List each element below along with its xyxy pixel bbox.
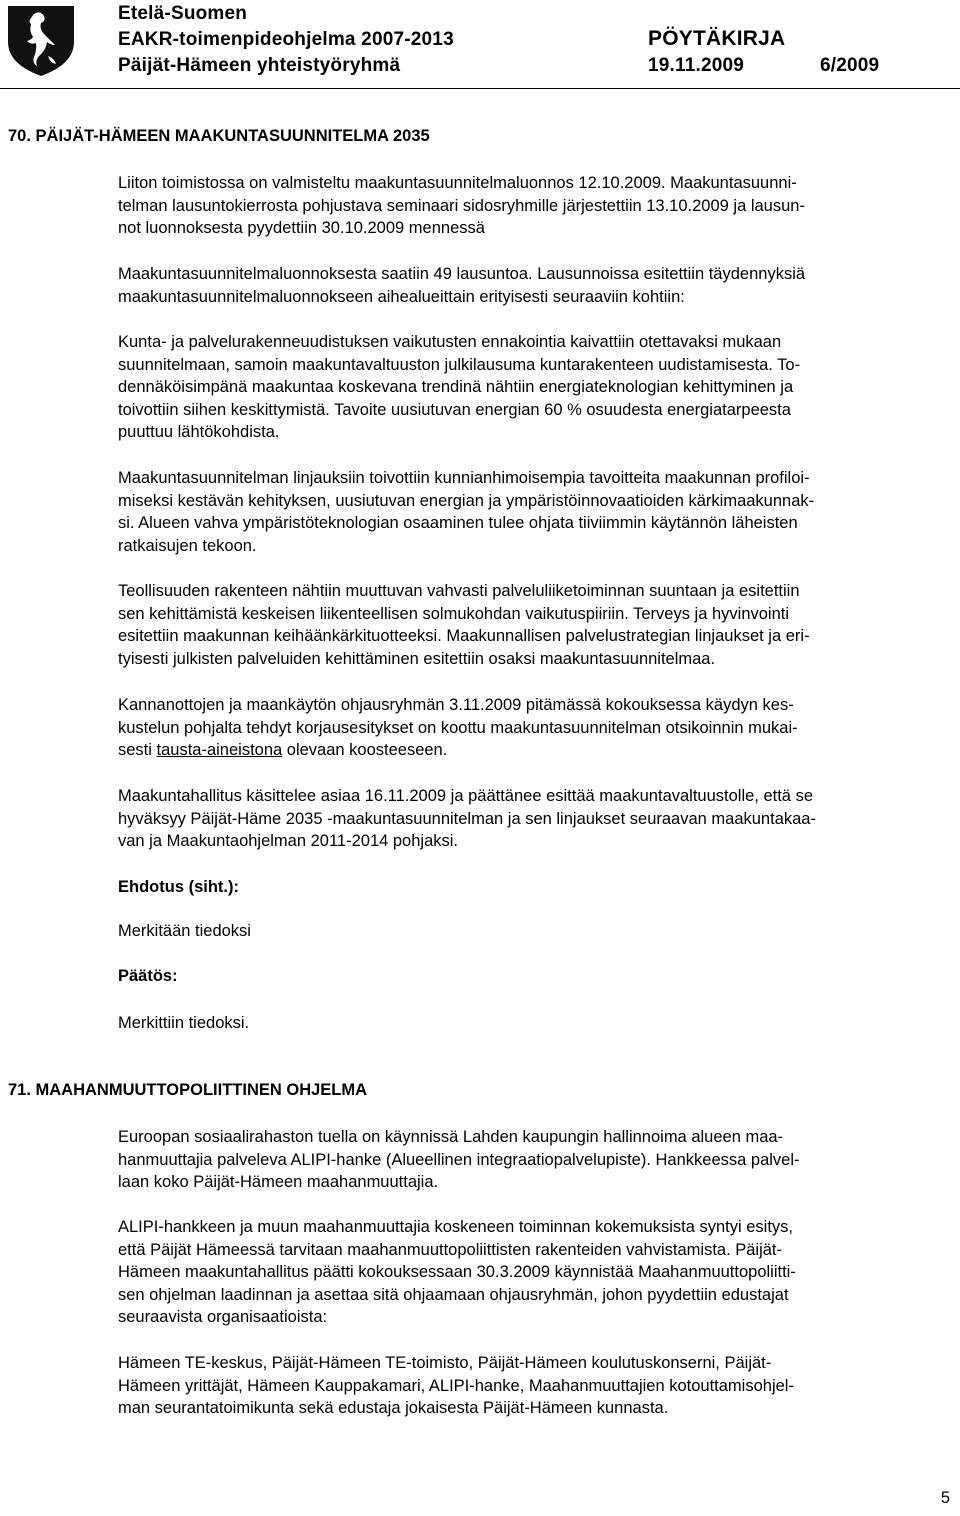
paragraph-line: van ja Maakuntaohjelman 2011-2014 pohjaksi. xyxy=(118,832,459,850)
paragraph-line: Kunta- ja palvelurakenneuudistuksen vaikutusten ennakointia kaivattiin otettavaksi mukaan xyxy=(118,333,782,351)
paragraph-line: ratkaisujen tekoon. xyxy=(118,536,257,555)
paragraph-line: Hämeen maakuntahallitus päätti kokouksessaan 30.3.2009 käynnistää Maahanmuuttopoliitti- xyxy=(118,1263,796,1281)
document-header xyxy=(0,0,960,86)
header-org-line1: Etelä-Suomen xyxy=(118,3,248,24)
section-70-paragraph-4 xyxy=(118,467,948,557)
mermaid-coat-of-arms-icon xyxy=(4,2,78,78)
header-org-line2: EAKR-toimenpideohjelma 2007-2013 xyxy=(118,29,454,50)
section-71-paragraph-2 xyxy=(118,1216,948,1329)
section-70-paragraph-7 xyxy=(118,785,948,853)
section-71-paragraph-1 xyxy=(118,1126,948,1194)
header-date: 19.11.2009 xyxy=(648,55,745,76)
header-issue: 6/2009 xyxy=(820,55,880,76)
paragraph-line: telman lausuntokierrosta pohjustava seminaari sidosryhmille järjestettiin 13.10.2009 ja lausun- xyxy=(118,196,805,215)
paragraph-line: Maakuntasuunnitelman linjauksiin toivottiin kunnianhimoisempia tavoitteita maakunnan profiloi- xyxy=(118,469,810,487)
section-70-paragraph-3 xyxy=(118,331,948,444)
paragraph-line: miseksi kestävän kehityksen, uusiutuvan energian ja ympäristöinnovaatioiden kärkimaakunnak- xyxy=(118,491,815,510)
paragraph-line: si. Alueen vahva ympäristöteknologian osaaminen tulee ohjata tiiviimmin käytännön läheisten xyxy=(118,514,798,532)
paragraph-line: seuraavista organisaatioista: xyxy=(118,1308,328,1326)
paragraph-line: tyisesti julkisten palveluiden kehittäminen esitettiin osaksi maakuntasuunnitelmaa. xyxy=(118,649,716,668)
decision-label: Päätös: xyxy=(118,967,178,985)
paragraph-text: olevaan koosteeseen. xyxy=(282,741,448,759)
paragraph-line: sen kehittämistä keskeisen liikenteellisen solmukohdan vaikutuspiiriin. Terveys ja hyvinvointi xyxy=(118,604,790,623)
paragraph-line: sen ohjelman laadinnan ja asettaa sitä ohjaamaan ohjausryhmän, johon pyydettiin edustajat xyxy=(118,1285,789,1304)
paragraph-line: Maakuntasuunnitelmaluonnoksesta saatiin 49 lausuntoa. Lausunnoissa esitettiin täydennyksiä xyxy=(118,265,806,283)
paragraph-line xyxy=(118,739,948,762)
header-divider xyxy=(0,88,960,89)
paragraph-line: laan koko Päijät-Hämeen maahanmuuttajia. xyxy=(118,1173,439,1191)
section-70-title: 70. PÄIJÄT-HÄMEEN MAAKUNTASUUNNITELMA 2035 xyxy=(8,127,430,145)
paragraph-line: suunnitelmaan, samoin maakuntavaltuuston julkilausuma kuntarakenteen uudistamisesta. To- xyxy=(118,355,801,374)
header-org-line3: Päijät-Hämeen yhteistyöryhmä xyxy=(118,55,401,76)
decision-text: Merkittiin tiedoksi. xyxy=(118,1014,250,1032)
paragraph-text: sesti xyxy=(118,741,157,759)
paragraph-line: että Päijät Hämeessä tarvitaan maahanmuuttopoliittisten rakenteiden vahvistamista. Päijät- xyxy=(118,1240,783,1259)
paragraph-line: hanmuuttajia palveleva ALIPI-hanke (Alueellinen integraatiopalvelupiste). Hankkeessa palvel- xyxy=(118,1150,800,1169)
section-70-paragraph-1 xyxy=(118,172,948,240)
page-number: 5 xyxy=(940,1489,950,1507)
paragraph-line: puuttuu lähtökohdista. xyxy=(118,423,280,441)
paragraph-line: dennäköisimpänä maakuntaa koskevana trendinä nähtiin energiateknologian kehittyminen ja xyxy=(118,378,794,396)
section-71-paragraph-3 xyxy=(118,1352,948,1420)
paragraph-line: hyväksyy Päijät-Häme 2035 -maakuntasuunnitelman ja sen linjaukset seuraavan maakuntakaa- xyxy=(118,809,816,828)
paragraph-line: esitettiin maakunnan keihäänkärkituotteeksi. Maakunnallisen palvelustrategian linjaukset ja eri- xyxy=(118,627,810,645)
paragraph-line: Teollisuuden rakenteen nähtiin muuttuvan vahvasti palveluliiketoiminnan suuntaan ja esitettiin xyxy=(118,582,800,600)
section-71-title: 71. MAAHANMUUTTOPOLIITTINEN OHJELMA xyxy=(8,1081,368,1099)
paragraph-line: Kannanottojen ja maankäytön ohjausryhmän 3.11.2009 pitämässä kokouksessa käydyn kes- xyxy=(118,696,794,714)
section-70-paragraph-6 xyxy=(118,694,948,762)
section-70-paragraph-5 xyxy=(118,580,948,670)
paragraph-line: not luonnoksesta pyydettiin 30.10.2009 mennessä xyxy=(118,219,485,237)
paragraph-line: ALIPI-hankkeen ja muun maahanmuuttajia koskeneen toiminnan kokemuksista syntyi esitys, xyxy=(118,1218,794,1236)
paragraph-line: maakuntasuunnitelmaluonnokseen aihealueittain erityisesti seuraaviin kohtiin: xyxy=(118,287,685,306)
paragraph-line: Liiton toimistossa on valmisteltu maakuntasuunnitelmaluonnos 12.10.2009. Maakuntasuunni- xyxy=(118,174,797,192)
paragraph-line: Maakuntahallitus käsittelee asiaa 16.11.2009 ja päättänee esittää maakuntavaltuustolle, että se xyxy=(118,787,813,805)
paragraph-line: Hämeen TE-keskus, Päijät-Hämeen TE-toimisto, Päijät-Hämeen koulutuskonserni, Päijät- xyxy=(118,1354,772,1372)
paragraph-line: Hämeen yrittäjät, Hämeen Kauppakamari, ALIPI-hanke, Maahanmuuttajien kotouttamisohjel- xyxy=(118,1376,794,1395)
header-doc-type: PÖYTÄKIRJA xyxy=(648,27,786,50)
section-70-paragraph-2 xyxy=(118,263,948,308)
paragraph-line: man seurantatoimikunta sekä edustaja jokaisesta Päijät-Hämeen kunnasta. xyxy=(118,1399,669,1417)
paragraph-line: toivottiin siihen keskittymistä. Tavoite uusiutuvan energian 60 % osuudesta energiatarpeesta xyxy=(118,400,791,419)
proposal-label: Ehdotus (siht.): xyxy=(118,878,239,896)
paragraph-line: Euroopan sosiaalirahaston tuella on käynnissä Lahden kaupungin hallinnoima alueen maa- xyxy=(118,1128,784,1146)
proposal-text: Merkitään tiedoksi xyxy=(118,922,251,940)
tausta-aineisto-link[interactable]: tausta-aineistona xyxy=(156,741,283,759)
paragraph-line: kustelun pohjalta tehdyt korjausesitykset on koottu maakuntasuunnitelman otsikoinnin mukai- xyxy=(118,718,798,737)
